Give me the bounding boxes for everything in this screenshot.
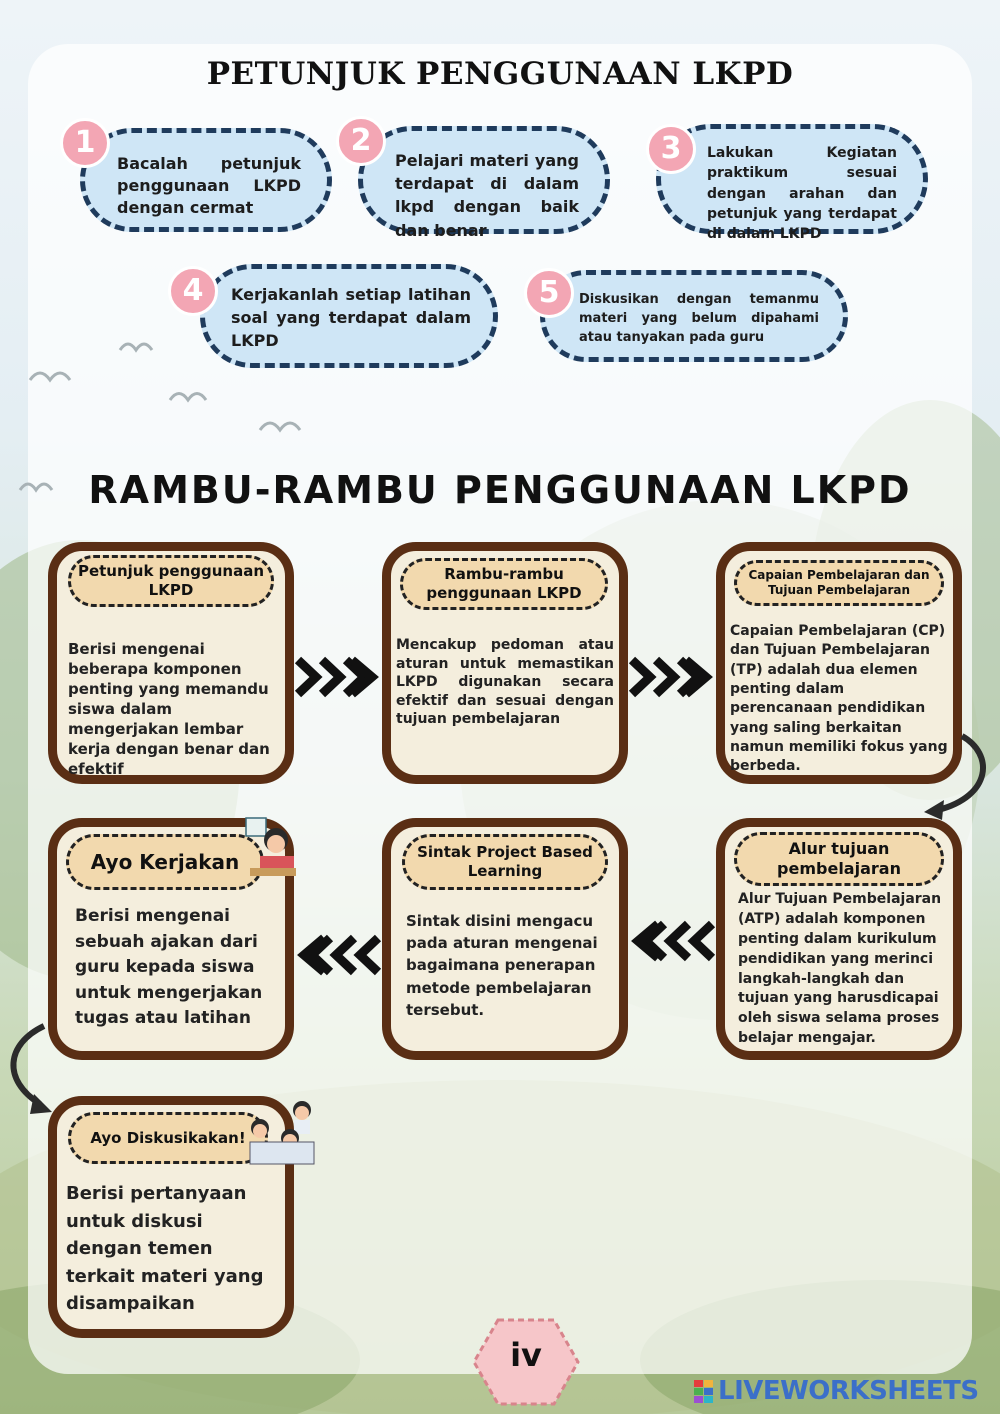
card-ayo-kerjakan-title: Ayo Kerjakan	[66, 834, 264, 890]
card-sintak-text: Sintak disini mengacu pada aturan mengenai bagaimana penerapan metode pembelajaran tersebut.	[406, 912, 598, 1019]
card-ayo-diskusi-title: Ayo Diskusikakan!	[68, 1112, 268, 1164]
arrow-left-icon-1	[292, 932, 384, 978]
step-5-box	[540, 270, 848, 362]
card-capaian-title: Capaian Pembelajaran dan Tujuan Pembelajaran	[734, 560, 944, 606]
step-1-text: Bacalah petunjuk penggunaan LKPD dengan cermat	[117, 154, 301, 218]
arrow-left-icon-2	[626, 918, 718, 964]
student-writing-icon	[240, 816, 300, 882]
curved-arrow-down-left-icon	[0, 1020, 82, 1120]
step-3-number: 3	[646, 124, 696, 174]
card-alur-title: Alur tujuan pembelajaran	[734, 832, 944, 886]
arrow-right-icon-1	[292, 654, 384, 700]
card-ayo-diskusi-text: Berisi pertanyaan untuk diskusi dengan temen terkait materi yang disampaikan	[66, 1183, 264, 1315]
step-2-number: 2	[336, 116, 386, 166]
students-discussing-icon	[244, 1098, 320, 1170]
card-rambu-text: Mencakup pedoman atau aturan untuk memastikan LKPD digunakan secara efektif dan sesuai dengan tujuan pembelajaran	[396, 637, 614, 728]
step-1-box	[80, 128, 332, 232]
page-number: iv	[510, 1336, 542, 1374]
step-1-number: 1	[60, 118, 110, 168]
card-petunjuk-text: Berisi mengenai beberapa komponen penting yang memandu siswa dalam mengerjakan lembar kerja dengan benar dan efektif	[68, 640, 270, 778]
card-rambu-title: Rambu-rambu penggunaan LKPD	[400, 558, 608, 610]
step-2-box	[358, 126, 610, 240]
step-4-text: Kerjakanlah setiap latihan soal yang terdapat dalam LKPD	[231, 285, 471, 351]
step-2-text: Pelajari materi yang terdapat di dalam lkpd dengan baik dan benar	[395, 151, 579, 240]
card-ayo-kerjakan-text: Berisi mengenai sebuah ajakan dari guru kepada siswa untuk mengerjakan tugas atau latihan	[75, 906, 263, 1028]
step-3-text: Lakukan Kegiatan praktikum sesuai dengan arahan dan petunjuk yang terdapat di dalam LKPD	[707, 145, 897, 243]
card-petunjuk-title: Petunjuk penggunaan LKPD	[68, 555, 274, 607]
liveworksheets-logo-icon	[694, 1380, 714, 1404]
step-5-text: Diskusikan dengan temanmu materi yang belum dipahami atau tanyakan pada guru	[579, 292, 819, 345]
step-3-box	[656, 124, 928, 243]
curved-arrow-down-right-icon	[918, 730, 1000, 822]
card-sintak-title: Sintak Project Based Learning	[402, 834, 608, 890]
arrow-right-icon-2	[626, 654, 718, 700]
card-capaian-text: Capaian Pembelajaran (CP) dan Tujuan Pembelajaran (TP) adalah dua elemen penting dalam perencanaan pendidikan yang saling berkaitan namun memiliki fokus yang berbeda.	[730, 623, 948, 775]
step-4-number: 4	[168, 266, 218, 316]
section-title: RAMBU-RAMBU PENGGUNAAN LKPD	[88, 468, 912, 512]
step-5-number: 5	[524, 268, 574, 318]
card-alur-text: Alur Tujuan Pembelajaran (ATP) adalah komponen penting dalam kurikulum pendidikan yang merinci langkah-langkah dan tujuan yang harusdicapai oleh siswa selama proses belajar mengajar.	[738, 891, 942, 1047]
page-title: PETUNJUK PENGGUNAAN LKPD	[206, 56, 794, 92]
brand-watermark: LIVEWORKSHEETS	[718, 1376, 979, 1406]
